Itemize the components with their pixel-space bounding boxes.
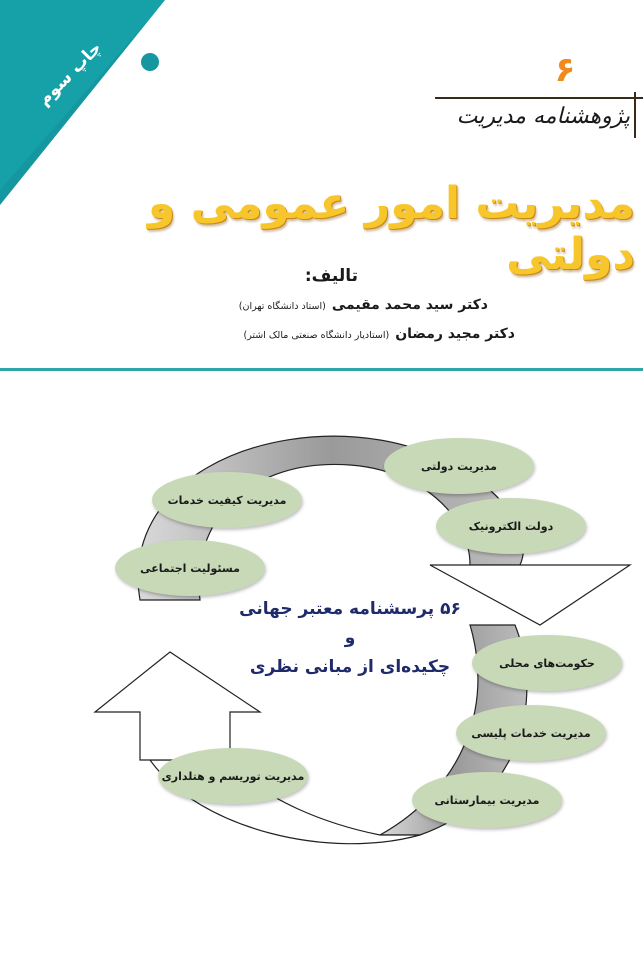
author-name: دکتر سید محمد مقیمی <box>331 297 488 313</box>
author-2 <box>243 323 515 342</box>
centre-line-2: و <box>344 628 356 648</box>
section-divider <box>0 368 643 371</box>
topic-oval-local-governments: حکومت‌های محلی <box>472 635 622 691</box>
diagram-centre-text <box>230 595 470 682</box>
topic-oval-public-management: مدیریت دولتی <box>384 438 534 494</box>
topic-oval-tourism-hotel: مدیریت توریسم و هتلداری <box>158 748 308 804</box>
topic-oval-hospital-management: مدیریت بیمارستانی <box>412 772 562 828</box>
edition-label: چاپ سوم <box>34 38 106 110</box>
topic-oval-service-quality: مدیریت کیفیت خدمات <box>152 472 302 528</box>
authors-heading: تالیف: <box>304 266 358 286</box>
series-name: پژوهشنامه مدیریت <box>456 104 630 129</box>
centre-line-1: ۵۶ پرسشنامه معتبر جهانی <box>239 599 461 619</box>
series-rule <box>435 97 643 99</box>
series-number: ۶ <box>554 50 576 90</box>
topic-oval-social-responsibility: مسئولیت اجتماعی <box>115 540 265 596</box>
author-affiliation: (استاد دانشگاه تهران) <box>238 301 326 312</box>
topic-oval-e-government: دولت الکترونیک <box>436 498 586 554</box>
author-1 <box>239 294 488 313</box>
book-title: مدیریت امور عمومی و دولتی <box>147 178 635 280</box>
topic-oval-police-services: مدیریت خدمات پلیسی <box>456 705 606 761</box>
author-name: دکتر مجید رمضان <box>395 326 515 342</box>
author-affiliation: (استادیار دانشگاه صنعتی مالک اشتر) <box>243 330 390 341</box>
centre-line-3: چکیده‌ای از مبانی نظری <box>249 657 451 677</box>
series-rule-vertical <box>634 92 636 138</box>
publisher-logo-icon <box>132 43 184 80</box>
